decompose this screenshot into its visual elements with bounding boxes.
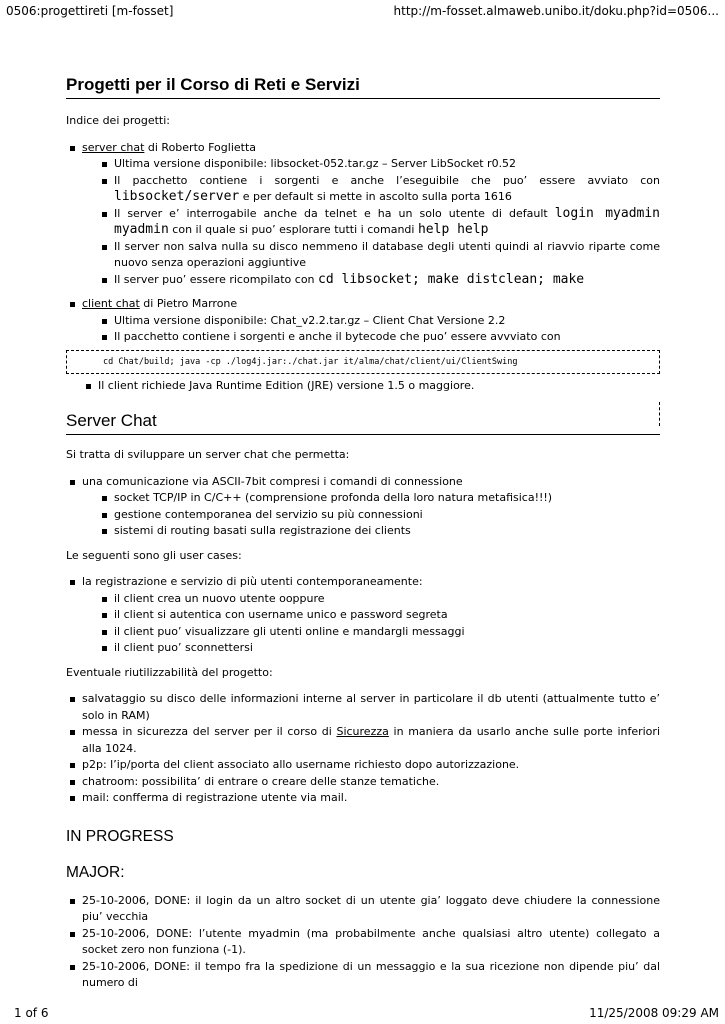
use-cases-sub: [98, 591, 660, 657]
list-item: il client si autentica con username unico e password segreta: [98, 607, 660, 624]
print-header-url: http://m-fosset.almaweb.unibo.it/doku.php?id=0506...: [393, 4, 719, 18]
sicurezza-link[interactable]: Sicurezza: [336, 725, 389, 738]
list-item: il client puo’ sconnettersi: [98, 640, 660, 657]
list-item: chatroom: possibilita’ di entrare o creare delle stanze tematiche.: [66, 774, 660, 791]
list-item: [98, 173, 660, 206]
use-cases-list: [66, 574, 660, 657]
list-item: il client crea un nuovo utente ooppure: [98, 591, 660, 608]
server-author: di Roberto Foglietta: [144, 140, 257, 154]
section-heading-server-chat: [66, 410, 660, 435]
major-label: MAJOR:: [66, 863, 125, 881]
list-item: [66, 724, 660, 757]
list-item: 25-10-2006, DONE: il login da un altro socket di un utente gia’ loggato deve chiudere la connessione piu’ vecchia: [66, 893, 660, 926]
list-item: Ultima versione disponibile: Chat_v2.2.tar.gz – Client Chat Versione 2.2: [98, 313, 660, 330]
features-list: [66, 474, 660, 540]
text: Il pacchetto contiene i sorgenti e anche l’eseguibile che puo’ essere avviato con: [114, 173, 660, 187]
list-item: Il pacchetto contiene i sorgenti e anche il bytecode che puo’ essere avvviato con: [98, 329, 660, 346]
page-number: 1 of 6: [14, 1006, 49, 1020]
edit-marker: [659, 402, 660, 426]
list-item: il client puo’ visualizzare gli utenti online e mandargli messaggi: [98, 624, 660, 641]
list-item-client-project: [66, 296, 660, 346]
code-block: cd Chat/build; java -cp ./log4j.jar:./chat.jar it/alma/chat/client/ui/ClientSwing: [66, 350, 660, 374]
server-details: [98, 156, 660, 288]
text: una comunicazione via ASCII-7bit compresi i comandi di connessione: [82, 474, 463, 488]
list-item: salvataggio su disco delle informazioni interne al server in particolare il db utenti (attualmente tutto e’ solo in RAM): [66, 691, 660, 724]
client-chat-link[interactable]: client chat: [82, 297, 140, 310]
client-author: di Pietro Marrone: [139, 297, 238, 310]
list-item: socket TCP/IP in C/C++ (comprensione profonda della loro natura metafisica!!!): [98, 490, 660, 507]
list-item: [66, 574, 660, 657]
list-item: [98, 272, 660, 289]
client-notes: [66, 378, 660, 395]
section-heading-in-progress: IN PROGRESS: [66, 827, 174, 845]
server-intro: Si tratta di sviluppare un server chat che permetta:: [66, 448, 350, 461]
text: in maniera da usarlo anche sulle porte inferiori alla 1024.: [82, 725, 660, 755]
client-details: [98, 313, 660, 346]
reuse-list: [66, 691, 660, 807]
list-item: Il client richiede Java Runtime Edition (JRE) versione 1.5 o maggiore.: [82, 378, 660, 395]
list-item: Il server non salva nulla su disco nemmeno il database degli utenti quindi al riavvio riparte come nuovo senza operazioni aggiuntive: [98, 239, 660, 272]
inline-code: libsocket/server: [114, 189, 240, 204]
list-item: 25-10-2006, DONE: il tempo fra la spedizione di un messaggio e la sua ricezione non dipende piu’ dal numero di: [66, 959, 660, 992]
text: Il server puo’ essere ricompilato con: [114, 272, 319, 286]
list-item: gestione contemporanea del servizio su più connessioni: [98, 507, 660, 524]
text: la registrazione e servizio di più utenti contemporaneamente:: [82, 575, 423, 588]
inline-code: login myadmin myadmin: [114, 205, 660, 237]
list-item: Ultima versione disponibile: libsocket-052.tar.gz – Server LibSocket r0.52: [98, 156, 660, 173]
project-list: [66, 140, 660, 346]
list-item-server-project: [66, 140, 660, 289]
index-label: Indice dei progetti:: [66, 114, 171, 127]
text: messa in sicurezza del server per il corso di: [82, 725, 337, 738]
text: Il server e’ interrogabile anche da telnet e ha un solo utente di default: [114, 206, 555, 220]
page-title: Progetti per il Corso di Reti e Servizi: [66, 74, 660, 99]
list-item: 25-10-2006, DONE: l’utente myadmin (ma probabilmente anche qualsiasi altro utente) collegato a socket zero non funziona (-1).: [66, 926, 660, 959]
progress-list: [66, 893, 660, 992]
features-sub: [98, 490, 660, 540]
print-timestamp: 11/25/2008 09:29 AM: [589, 1006, 719, 1020]
list-item: p2p: l’ip/porta del client associato allo username richiesto dopo autorizzazione.: [66, 757, 660, 774]
page-content: [66, 74, 660, 992]
print-header-title: 0506:progettireti [m-fosset]: [6, 4, 174, 18]
text: con il quale si puo’ esplorare tutti i comandi: [168, 223, 418, 236]
heading-text: Server Chat: [66, 411, 157, 430]
list-item: sistemi di routing basati sulla registrazione dei clients: [98, 523, 660, 540]
list-item: [66, 474, 660, 540]
reuse-label: Eventuale riutilizzabilità del progetto:: [66, 665, 273, 679]
list-item: [98, 206, 660, 239]
inline-code: help help: [417, 222, 489, 237]
inline-code: cd libsocket; make distclean; make: [318, 271, 585, 287]
text: e per default si mette in ascolto sulla porta 1616: [239, 190, 512, 203]
server-chat-link[interactable]: server chat: [82, 140, 145, 154]
use-cases-label: Le seguenti sono gli user cases:: [66, 548, 242, 562]
list-item: mail: confferma di registrazione utente via mail.: [66, 790, 660, 807]
